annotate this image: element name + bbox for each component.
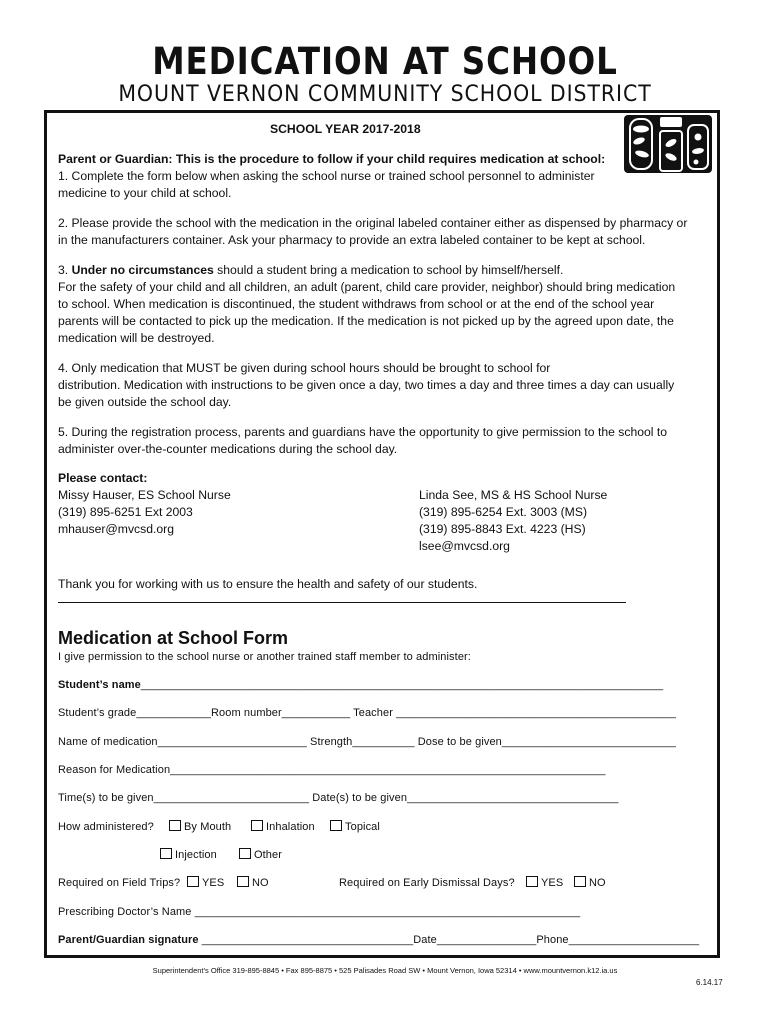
field-trips-yes[interactable]: YES <box>187 876 224 889</box>
step-2-line-1: 2. Please provide the school with the medication in the original labeled container either as dispensed by pharmacy or <box>58 216 688 230</box>
doctor-row <box>58 906 580 918</box>
route-topical[interactable]: Topical <box>330 820 380 833</box>
step-1-line-1: 1. Complete the form below when asking the school nurse or trained school personnel to administer <box>58 169 595 183</box>
early-dismissal-no-checkbox[interactable] <box>574 876 586 887</box>
doctor-label: Prescribing Doctor’s Name <box>58 906 195 918</box>
dose-field[interactable]: ____________________________ <box>501 736 677 748</box>
route-inhalation[interactable]: Inhalation <box>251 820 315 833</box>
student-name-label: Student’s name <box>58 679 141 691</box>
topical-checkbox[interactable] <box>330 820 342 831</box>
student-grade-row <box>58 707 676 719</box>
form-title: Medication at School Form <box>58 628 289 648</box>
under-no-circumstances: Under no circumstances <box>71 263 214 277</box>
injection-checkbox[interactable] <box>160 848 172 859</box>
dose-label: Dose to be given <box>414 736 502 748</box>
by-mouth-checkbox[interactable] <box>169 820 181 831</box>
nurse-2-name: Linda See, MS & HS School Nurse <box>419 488 608 502</box>
phone-label: Phone <box>536 934 569 946</box>
field-trips-no-checkbox[interactable] <box>237 876 249 887</box>
field-trips-no[interactable]: NO <box>237 876 269 889</box>
step-4-line-2: distribution. Medication with instructions to be given once a day, two times a day and three times a day can usually <box>58 378 675 392</box>
section-divider <box>58 602 626 603</box>
route-by-mouth[interactable]: By Mouth <box>169 820 231 833</box>
step-1-line-2: medicine to your child at school. <box>58 186 232 200</box>
inhalation-checkbox[interactable] <box>251 820 263 831</box>
room-number-label: Room number <box>210 707 282 719</box>
signature-field[interactable]: __________________________________ <box>198 934 414 946</box>
teacher-field[interactable]: _____________________________________________ <box>396 707 676 719</box>
step-3-line-5: medication will be destroyed. <box>58 331 215 345</box>
step-3-line-4: parents will be contacted to pick up the medication. If the medication is not picked up by the agreed upon date, the <box>58 314 674 328</box>
times-label: Time(s) to be given <box>58 792 154 804</box>
nurse-1-email[interactable]: mhauser@mvcsd.org <box>58 522 175 536</box>
step-3-line-1: 3. Under no circumstances should a student bring a medication to school by himself/herself. <box>58 263 564 277</box>
date-field[interactable]: ________________ <box>436 934 537 946</box>
doctor-field[interactable]: ______________________________________________________________ <box>194 906 581 918</box>
intro-lead: Parent or Guardian: This is the procedure to follow if your child requires medication at school: <box>58 152 606 166</box>
step-3-line-2: For the safety of your child and all children, an adult (parent, child care provider, neighbor) should bring medication <box>58 280 676 294</box>
step-5-line-1: 5. During the registration process, parents and guardians have the opportunity to give permission to the school to <box>58 425 668 439</box>
district-name: MOUNT VERNON COMMUNITY SCHOOL DISTRICT <box>118 82 652 107</box>
contact-heading: Please contact: <box>58 471 148 485</box>
reason-field[interactable]: ______________________________________________________________________ <box>170 764 606 776</box>
reason-row <box>58 764 605 776</box>
other-checkbox[interactable] <box>239 848 251 859</box>
times-field[interactable]: _________________________ <box>153 792 310 804</box>
route-injection[interactable]: Injection <box>160 848 217 861</box>
nurse-1-phone: (319) 895-6251 Ext 2003 <box>58 505 193 519</box>
field-trips-label: Required on Field Trips? <box>58 877 181 889</box>
strength-label: Strength <box>306 736 353 748</box>
nurse-2-email[interactable]: lsee@mvcsd.org <box>419 539 510 553</box>
early-dismissal-yes-checkbox[interactable] <box>526 876 538 887</box>
nurse-1-name: Missy Hauser, ES School Nurse <box>58 488 231 502</box>
reason-label: Reason for Medication <box>58 764 171 776</box>
step-5-line-2: administer over-the-counter medications during the school day. <box>58 442 398 456</box>
signature-label: Parent/Guardian signature <box>58 934 199 946</box>
dates-field[interactable]: __________________________________ <box>407 792 619 804</box>
medication-name-label: Name of medication <box>58 736 158 748</box>
permission-statement: I give permission to the school nurse or another trained staff member to administer: <box>58 651 471 663</box>
medication-row <box>58 736 676 748</box>
footer-address: Superintendent’s Office 319-895-8845 • Fax 895-8875 • 525 Palisades Road SW • Mount Vernon, Iowa 52314 • www.mountvernon.k12.ia.us <box>152 966 618 975</box>
date-label: Date <box>413 934 437 946</box>
teacher-label: Teacher <box>350 707 397 719</box>
page-title: MEDICATION AT SCHOOL <box>152 40 618 83</box>
early-dismissal-yes[interactable]: YES <box>526 876 563 889</box>
signature-row <box>58 934 699 946</box>
student-grade-field[interactable]: ____________ <box>136 707 211 719</box>
medication-name-field[interactable]: ________________________ <box>157 736 307 748</box>
phone-field[interactable]: _____________________ <box>568 934 700 946</box>
times-row <box>58 792 619 804</box>
route-other[interactable]: Other <box>239 848 282 861</box>
early-dismissal-no[interactable]: NO <box>574 876 606 889</box>
thank-you-note: Thank you for working with us to ensure the health and safety of our students. <box>58 577 478 591</box>
step-4-line-3: be given outside the school day. <box>58 395 232 409</box>
nurse-2-phone-ms: (319) 895-6254 Ext. 3003 (MS) <box>419 505 588 519</box>
student-grade-label: Student’s grade <box>58 707 137 719</box>
school-year: SCHOOL YEAR 2017-2018 <box>270 122 421 136</box>
how-administered-label: How administered? <box>58 821 154 833</box>
early-dismissal-label: Required on Early Dismissal Days? <box>339 877 515 889</box>
strength-field[interactable]: __________ <box>352 736 415 748</box>
dates-label: Date(s) to be given <box>309 792 408 804</box>
step-3-line-3: to school. When medication is discontinued, the student withdraws from school or at the end of the school year <box>58 297 655 311</box>
room-number-field[interactable]: ___________ <box>281 707 351 719</box>
version-date: 6.14.17 <box>696 978 723 987</box>
step-2-line-2: in the manufacturers container. Ask your pharmacy to provide an extra labeled container to be kept at school. <box>58 233 646 247</box>
step-4-line-1: 4. Only medication that MUST be given during school hours should be brought to school for <box>58 361 551 375</box>
field-trips-yes-checkbox[interactable] <box>187 876 199 887</box>
medicine-bottles-pills-icon <box>620 111 716 175</box>
student-name-field[interactable]: ____________________________________________________________________________________ <box>140 679 664 691</box>
nurse-2-phone-hs: (319) 895-8843 Ext. 4223 (HS) <box>419 522 586 536</box>
student-name-row <box>58 679 663 691</box>
